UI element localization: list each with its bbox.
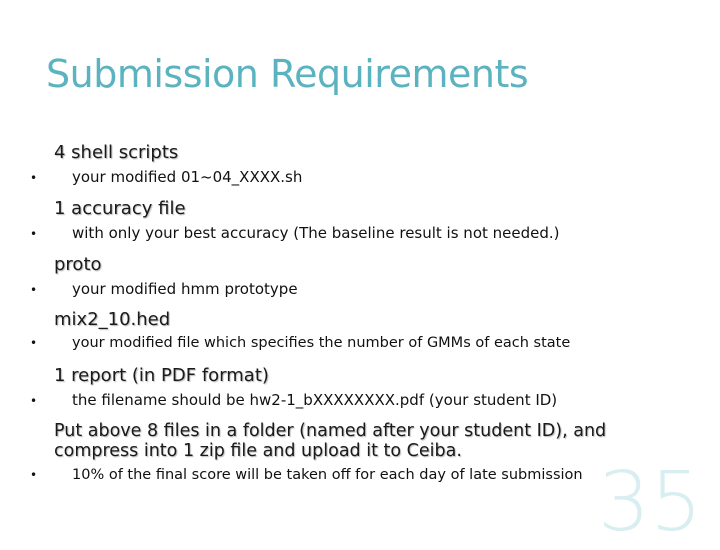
bullet-text: your modified file which specifies the number of GMMs of each state — [72, 335, 571, 351]
heading-accuracy-file: 1 accuracy file — [54, 198, 186, 219]
bullet-text: 10% of the final score will be taken off for each day of late submission — [72, 467, 583, 483]
bullet-dot: • — [30, 283, 38, 297]
bullet-shell-scripts — [30, 168, 302, 186]
bullet-dot: • — [30, 171, 38, 185]
heading-proto: proto — [54, 254, 102, 275]
bullet-text: your modified 01~04_XXXX.sh — [72, 168, 303, 186]
slide-title: Submission Requirements — [46, 52, 529, 96]
bullet-accuracy-file — [30, 224, 560, 242]
bullet-text: with only your best accuracy (The baseline result is not needed.) — [72, 224, 560, 242]
page-number: 35 — [598, 455, 703, 550]
heading-report: 1 report (in PDF format) — [54, 365, 269, 386]
bullet-report — [30, 391, 557, 409]
heading-shell-scripts: 4 shell scripts — [54, 142, 179, 163]
bullet-dot: • — [30, 468, 38, 482]
bullet-text: the filename should be hw2-1_bXXXXXXXX.pdf (your student ID) — [72, 391, 558, 409]
bullet-proto — [30, 280, 298, 298]
heading-submission-instructions: Put above 8 files in a folder (named after your student ID), and compress into 1 zip file and upload it to Ceiba. — [54, 421, 607, 461]
bullet-dot: • — [30, 394, 38, 408]
bullet-late-penalty — [30, 467, 583, 483]
bullet-mix2-hed — [30, 335, 570, 351]
bullet-dot: • — [30, 227, 38, 241]
heading-mix2-hed: mix2_10.hed — [54, 309, 171, 330]
bullet-text: your modified hmm prototype — [72, 280, 298, 298]
bullet-dot: • — [30, 336, 38, 350]
